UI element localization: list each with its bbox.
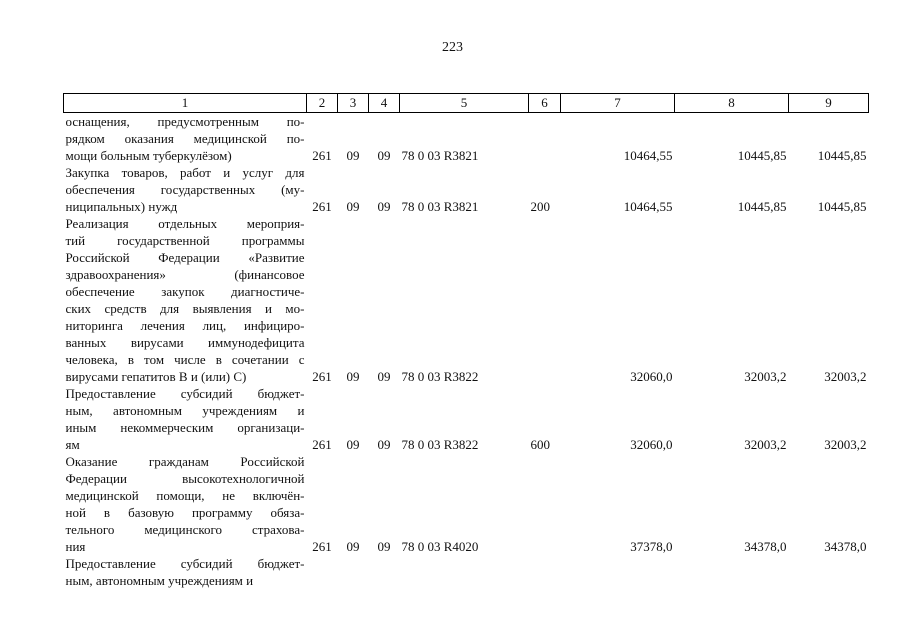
table-body xyxy=(64,113,869,590)
cell-grbs: 261 xyxy=(312,437,332,452)
column-header: 9 xyxy=(789,94,869,113)
cell-item-name xyxy=(64,164,307,215)
item-name-line: мощи больным туберкулёзом) xyxy=(65,148,232,163)
item-name-line: ских средств для выявления и мо- xyxy=(65,301,305,316)
item-name-line: Предоставление субсидий бюджет- xyxy=(65,556,305,571)
cell-section xyxy=(338,555,369,589)
item-name-line: ным, автономным учреждениям и xyxy=(65,573,254,588)
cell-target-article: 78 0 03 R3821 xyxy=(401,148,479,163)
cell-amount-col9: 34378,0 xyxy=(824,539,867,554)
cell-grbs xyxy=(307,555,338,589)
item-name-line: ния xyxy=(65,539,86,554)
cell-amount-col7: 37378,0 xyxy=(630,539,673,554)
item-name-line: человека, в том числе в сочетании с xyxy=(65,352,305,367)
table-row xyxy=(64,453,869,555)
item-name-line: Закупка товаров, работ и услуг для xyxy=(65,165,305,180)
cell-amount-col9 xyxy=(789,555,869,589)
cell-subsection: 09 xyxy=(377,437,391,452)
cell-expense-type xyxy=(529,555,561,589)
cell-amount-col8: 10445,85 xyxy=(737,199,787,214)
cell-target-article xyxy=(400,555,529,589)
cell-section: 09 xyxy=(346,539,360,554)
cell-amount-col9: 10445,85 xyxy=(817,199,867,214)
cell-expense-type xyxy=(529,453,561,555)
item-name-line: ным, автономным учреждениям и xyxy=(65,403,305,418)
item-name-line: Оказание гражданам Российской xyxy=(65,454,305,469)
cell-amount-col9: 32003,2 xyxy=(824,437,867,452)
column-header: 4 xyxy=(369,94,400,113)
cell-grbs: 261 xyxy=(312,148,332,163)
cell-amount-col9: 10445,85 xyxy=(817,148,867,163)
budget-table xyxy=(63,93,869,589)
item-name-line: ниторинга лечения лиц, инфициро- xyxy=(65,318,305,333)
cell-amount-col8: 34378,0 xyxy=(744,539,787,554)
cell-section: 09 xyxy=(346,148,360,163)
column-header: 8 xyxy=(675,94,789,113)
item-name-line: вирусами гепатитов В и (или) С) xyxy=(65,369,247,384)
cell-section: 09 xyxy=(346,437,360,452)
table-row xyxy=(64,215,869,385)
column-header: 3 xyxy=(338,94,369,113)
item-name-line: Предоставление субсидий бюджет- xyxy=(65,386,305,401)
cell-target-article: 78 0 03 R3822 xyxy=(401,369,479,384)
cell-amount-col7: 32060,0 xyxy=(630,369,673,384)
item-name-line: здравоохранения» (финансовое xyxy=(65,267,305,282)
cell-target-article: 78 0 03 R4020 xyxy=(401,539,479,554)
cell-amount-col7 xyxy=(561,555,675,589)
item-name-line: рядком оказания медицинской по- xyxy=(65,131,305,146)
cell-subsection: 09 xyxy=(377,148,391,163)
item-name-line: медицинской помощи, не включён- xyxy=(65,488,305,503)
cell-amount-col8 xyxy=(675,555,789,589)
item-name-line: оснащения, предусмотренным по- xyxy=(65,114,305,129)
table-row xyxy=(64,113,869,165)
cell-target-article: 78 0 03 R3821 xyxy=(401,199,479,214)
item-name-line: ниципальных) нужд xyxy=(65,199,178,214)
item-name-line: Российской Федерации «Развитие xyxy=(65,250,305,265)
item-name-line: тельного медицинского страхова- xyxy=(65,522,305,537)
cell-subsection: 09 xyxy=(377,199,391,214)
cell-item-name xyxy=(64,453,307,555)
cell-amount-col9: 32003,2 xyxy=(824,369,867,384)
table-row xyxy=(64,164,869,215)
column-header: 5 xyxy=(400,94,529,113)
cell-subsection: 09 xyxy=(377,369,391,384)
column-header: 7 xyxy=(561,94,675,113)
column-header: 2 xyxy=(307,94,338,113)
cell-section: 09 xyxy=(346,199,360,214)
column-header: 1 xyxy=(64,94,307,113)
item-name-line: обеспечения государственных (му- xyxy=(65,182,305,197)
item-name-line: Реализация отдельных мероприя- xyxy=(65,216,305,231)
item-name-line: иным некоммерческим организаци- xyxy=(65,420,305,435)
item-name-line: обеспечение закупок диагностиче- xyxy=(65,284,305,299)
table-row xyxy=(64,555,869,589)
cell-target-article: 78 0 03 R3822 xyxy=(401,437,479,452)
cell-expense-type xyxy=(529,113,561,165)
item-name-line: ям xyxy=(65,437,80,452)
cell-subsection: 09 xyxy=(377,539,391,554)
cell-amount-col8: 10445,85 xyxy=(737,148,787,163)
cell-item-name xyxy=(64,385,307,453)
cell-expense-type xyxy=(529,215,561,385)
item-name-line: ной в базовую программу обяза- xyxy=(65,505,305,520)
cell-expense-type: 200 xyxy=(530,199,550,214)
cell-amount-col8: 32003,2 xyxy=(744,437,787,452)
cell-amount-col7: 32060,0 xyxy=(630,437,673,452)
column-header: 6 xyxy=(529,94,561,113)
cell-amount-col7: 10464,55 xyxy=(623,199,673,214)
cell-grbs: 261 xyxy=(312,199,332,214)
cell-grbs: 261 xyxy=(312,539,332,554)
cell-amount-col8: 32003,2 xyxy=(744,369,787,384)
table-header-row xyxy=(64,94,869,113)
cell-item-name xyxy=(64,215,307,385)
cell-amount-col7: 10464,55 xyxy=(623,148,673,163)
item-name-line: тий государственной программы xyxy=(65,233,305,248)
item-name-line: ванных вирусами иммунодефицита xyxy=(65,335,305,350)
page-number: 223 xyxy=(442,40,463,55)
cell-subsection xyxy=(369,555,400,589)
cell-section: 09 xyxy=(346,369,360,384)
cell-expense-type: 600 xyxy=(530,437,550,452)
cell-grbs: 261 xyxy=(312,369,332,384)
cell-item-name xyxy=(64,113,307,165)
table-row xyxy=(64,385,869,453)
cell-item-name xyxy=(64,555,307,589)
item-name-line: Федерации высокотехнологичной xyxy=(65,471,305,486)
